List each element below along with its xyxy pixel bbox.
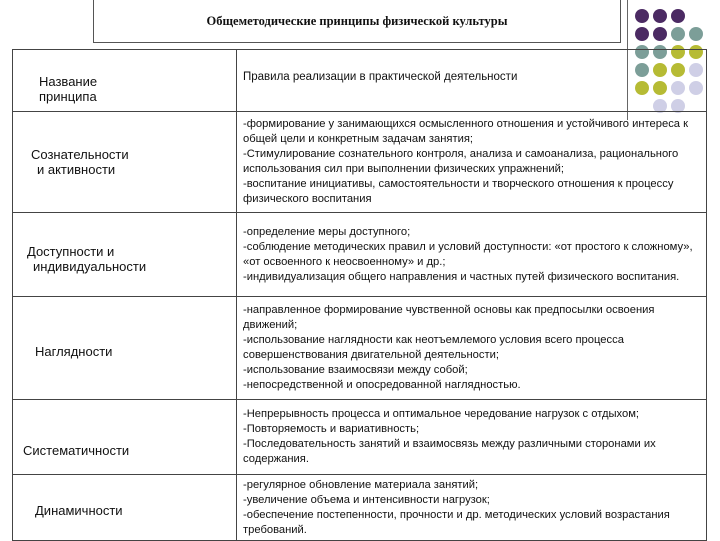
decorative-dot: [635, 9, 649, 23]
principle-name-line: Доступности и: [27, 243, 115, 259]
principle-name-line: Систематичности: [23, 442, 130, 458]
rule-item: -воспитание инициативы, самостоятельности и творческого отношения к процессу физического воспитания: [243, 178, 674, 205]
rule-item: -увеличение объема и интенсивности нагрузок;: [243, 493, 490, 506]
rules-cell: [237, 475, 707, 541]
header-col2: [237, 50, 707, 112]
header-col1-line2: принципа: [39, 89, 97, 104]
rules-cell: [237, 112, 707, 213]
page-title: [93, 0, 621, 43]
table-row: [13, 297, 707, 400]
decorative-dot: [653, 9, 667, 23]
decorative-dot: [689, 27, 703, 41]
rule-item: -использование наглядности как неотъемлемого условия всего процесса совершенствования двигательной деятельности;: [243, 334, 624, 361]
header-col1: [13, 50, 237, 112]
principle-name-line: Динамичности: [35, 503, 123, 518]
rule-item: -Повторяемость и вариативность;: [243, 423, 420, 435]
principle-name-cell: [13, 213, 237, 297]
principles-table: [12, 49, 707, 541]
rule-item: -определение меры доступного;: [243, 225, 411, 238]
rule-item: -непосредственной и опосредованной наглядностью.: [243, 379, 521, 391]
rule-item: -регулярное обновление материала занятий;: [243, 478, 479, 491]
principle-name-line: и активности: [37, 162, 116, 177]
rule-item: -использование взаимосвязи между собой;: [243, 364, 468, 376]
rules-cell: [237, 400, 707, 475]
table-row: [13, 475, 707, 541]
rule-item: -формирование у занимающихся осмысленного отношения и устойчивого интереса к общей цели и конкретным задачам занятия;: [243, 118, 689, 145]
table-row: [13, 400, 707, 475]
rule-item: -Последовательность занятий и взаимосвязь между различными сторонами их содержания.: [243, 438, 656, 465]
rule-item: -соблюдение методических правил и условий доступности: «от простого к сложному», «от освоенного к неосвоенному» и др.;: [243, 240, 693, 268]
decorative-dot: [671, 9, 685, 23]
title-text: Общеметодические принципы физической культуры: [206, 13, 508, 28]
principle-name-cell: [13, 112, 237, 213]
header-col1-line1: Название: [39, 74, 98, 89]
principle-name-line: Сознательности: [31, 147, 129, 162]
rules-cell: [237, 297, 707, 400]
decorative-dot: [671, 27, 685, 41]
table-row: [13, 213, 707, 297]
principle-name-line: Наглядности: [35, 343, 113, 359]
principle-name-cell: [13, 297, 237, 400]
principle-name-line: индивидуальности: [33, 258, 147, 274]
rule-item: -обеспечение постепенности, прочности и др. методических условий возрастания требований.: [243, 508, 670, 536]
rule-item: -Непрерывность процесса и оптимальное чередование нагрузок с отдыхом;: [243, 408, 640, 420]
principles-table-wrap: [12, 49, 707, 541]
rules-cell: [237, 213, 707, 297]
header-col2-text: Правила реализации в практической деятельности: [243, 71, 518, 83]
decorative-dot: [653, 27, 667, 41]
rule-item: -направленное формирование чувственной основы как предпосылки освоения движений;: [243, 304, 655, 331]
header-row: [13, 50, 707, 112]
rule-item: -индивидуализация общего направления и частных путей физического воспитания.: [243, 270, 680, 283]
principle-name-cell: [13, 475, 237, 541]
table-row: [13, 112, 707, 213]
decorative-dot: [635, 27, 649, 41]
rule-item: -Стимулирование сознательного контроля, анализа и самоанализа, рационального использования сил при выполнении физических упражнений;: [243, 148, 679, 175]
principle-name-cell: [13, 400, 237, 475]
